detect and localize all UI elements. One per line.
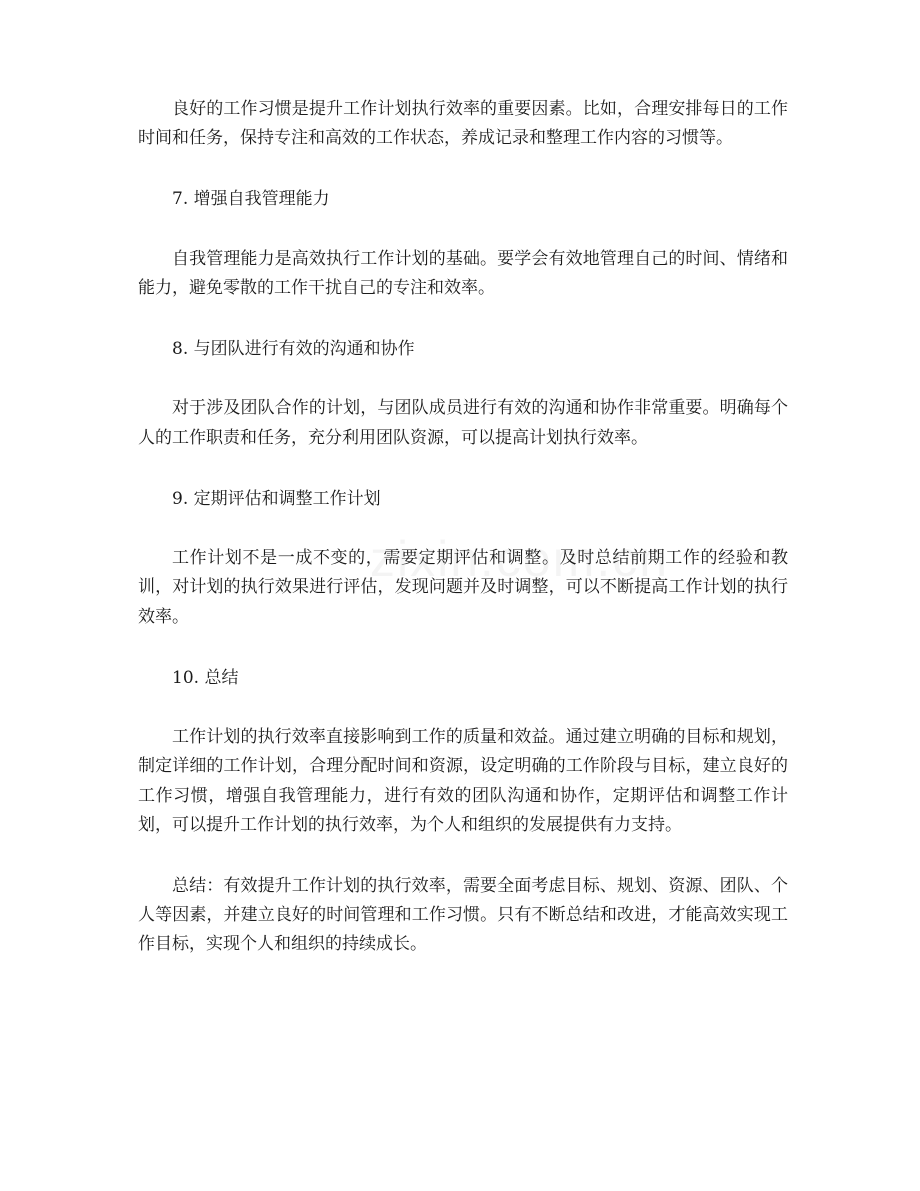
heading-self-management: 7. 增强自我管理能力	[172, 189, 330, 210]
paragraph-work-habits: 良好的工作习惯是提升工作计划执行效率的重要因素。比如，合理安排每日的工作时间和任务，保持专注和高效的工作状态，养成记录和整理工作内容的习惯等。	[138, 99, 788, 149]
paragraph-evaluate-adjust: 工作计划不是一成不变的，需要定期评估和调整。及时总结前期工作的经验和教训，对计划的执行效果进行评估，发现问题并及时调整，可以不断提高工作计划的执行效率。	[138, 548, 788, 627]
heading-summary: 10. 总结	[172, 667, 239, 688]
heading-team-communication: 8. 与团队进行有效的沟通和协作	[172, 339, 415, 360]
paragraph-self-management: 自我管理能力是高效执行工作计划的基础。要学会有效地管理自己的时间、情绪和能力，避免零散的工作干扰自己的专注和效率。	[138, 248, 788, 298]
paragraph-conclusion: 总结：有效提升工作计划的执行效率，需要全面考虑目标、规划、资源、团队、个人等因素，并建立良好的时间管理和工作习惯。只有不断总结和改进，才能高效实现工作目标，实现个人和组织的持续成长。	[138, 875, 788, 955]
document-page	[138, 95, 788, 992]
paragraph-summary: 工作计划的执行效率直接影响到工作的质量和效益。通过建立明确的目标和规划，制定详细的工作计划，合理分配时间和资源，设定明确的工作阶段与目标，建立良好的工作习惯，增强自我管理能力，进行有效的团队沟通和协作，定期评估和调整工作计划，可以提升工作计划的执行效率，为个人和组织的发展提供有力支持。	[138, 727, 788, 835]
heading-evaluate-adjust: 9. 定期评估和调整工作计划	[172, 488, 381, 509]
paragraph-team-communication: 对于涉及团队合作的计划，与团队成员进行有效的沟通和协作非常重要。明确每个人的工作职责和任务，充分利用团队资源，可以提高计划执行效率。	[138, 398, 788, 448]
